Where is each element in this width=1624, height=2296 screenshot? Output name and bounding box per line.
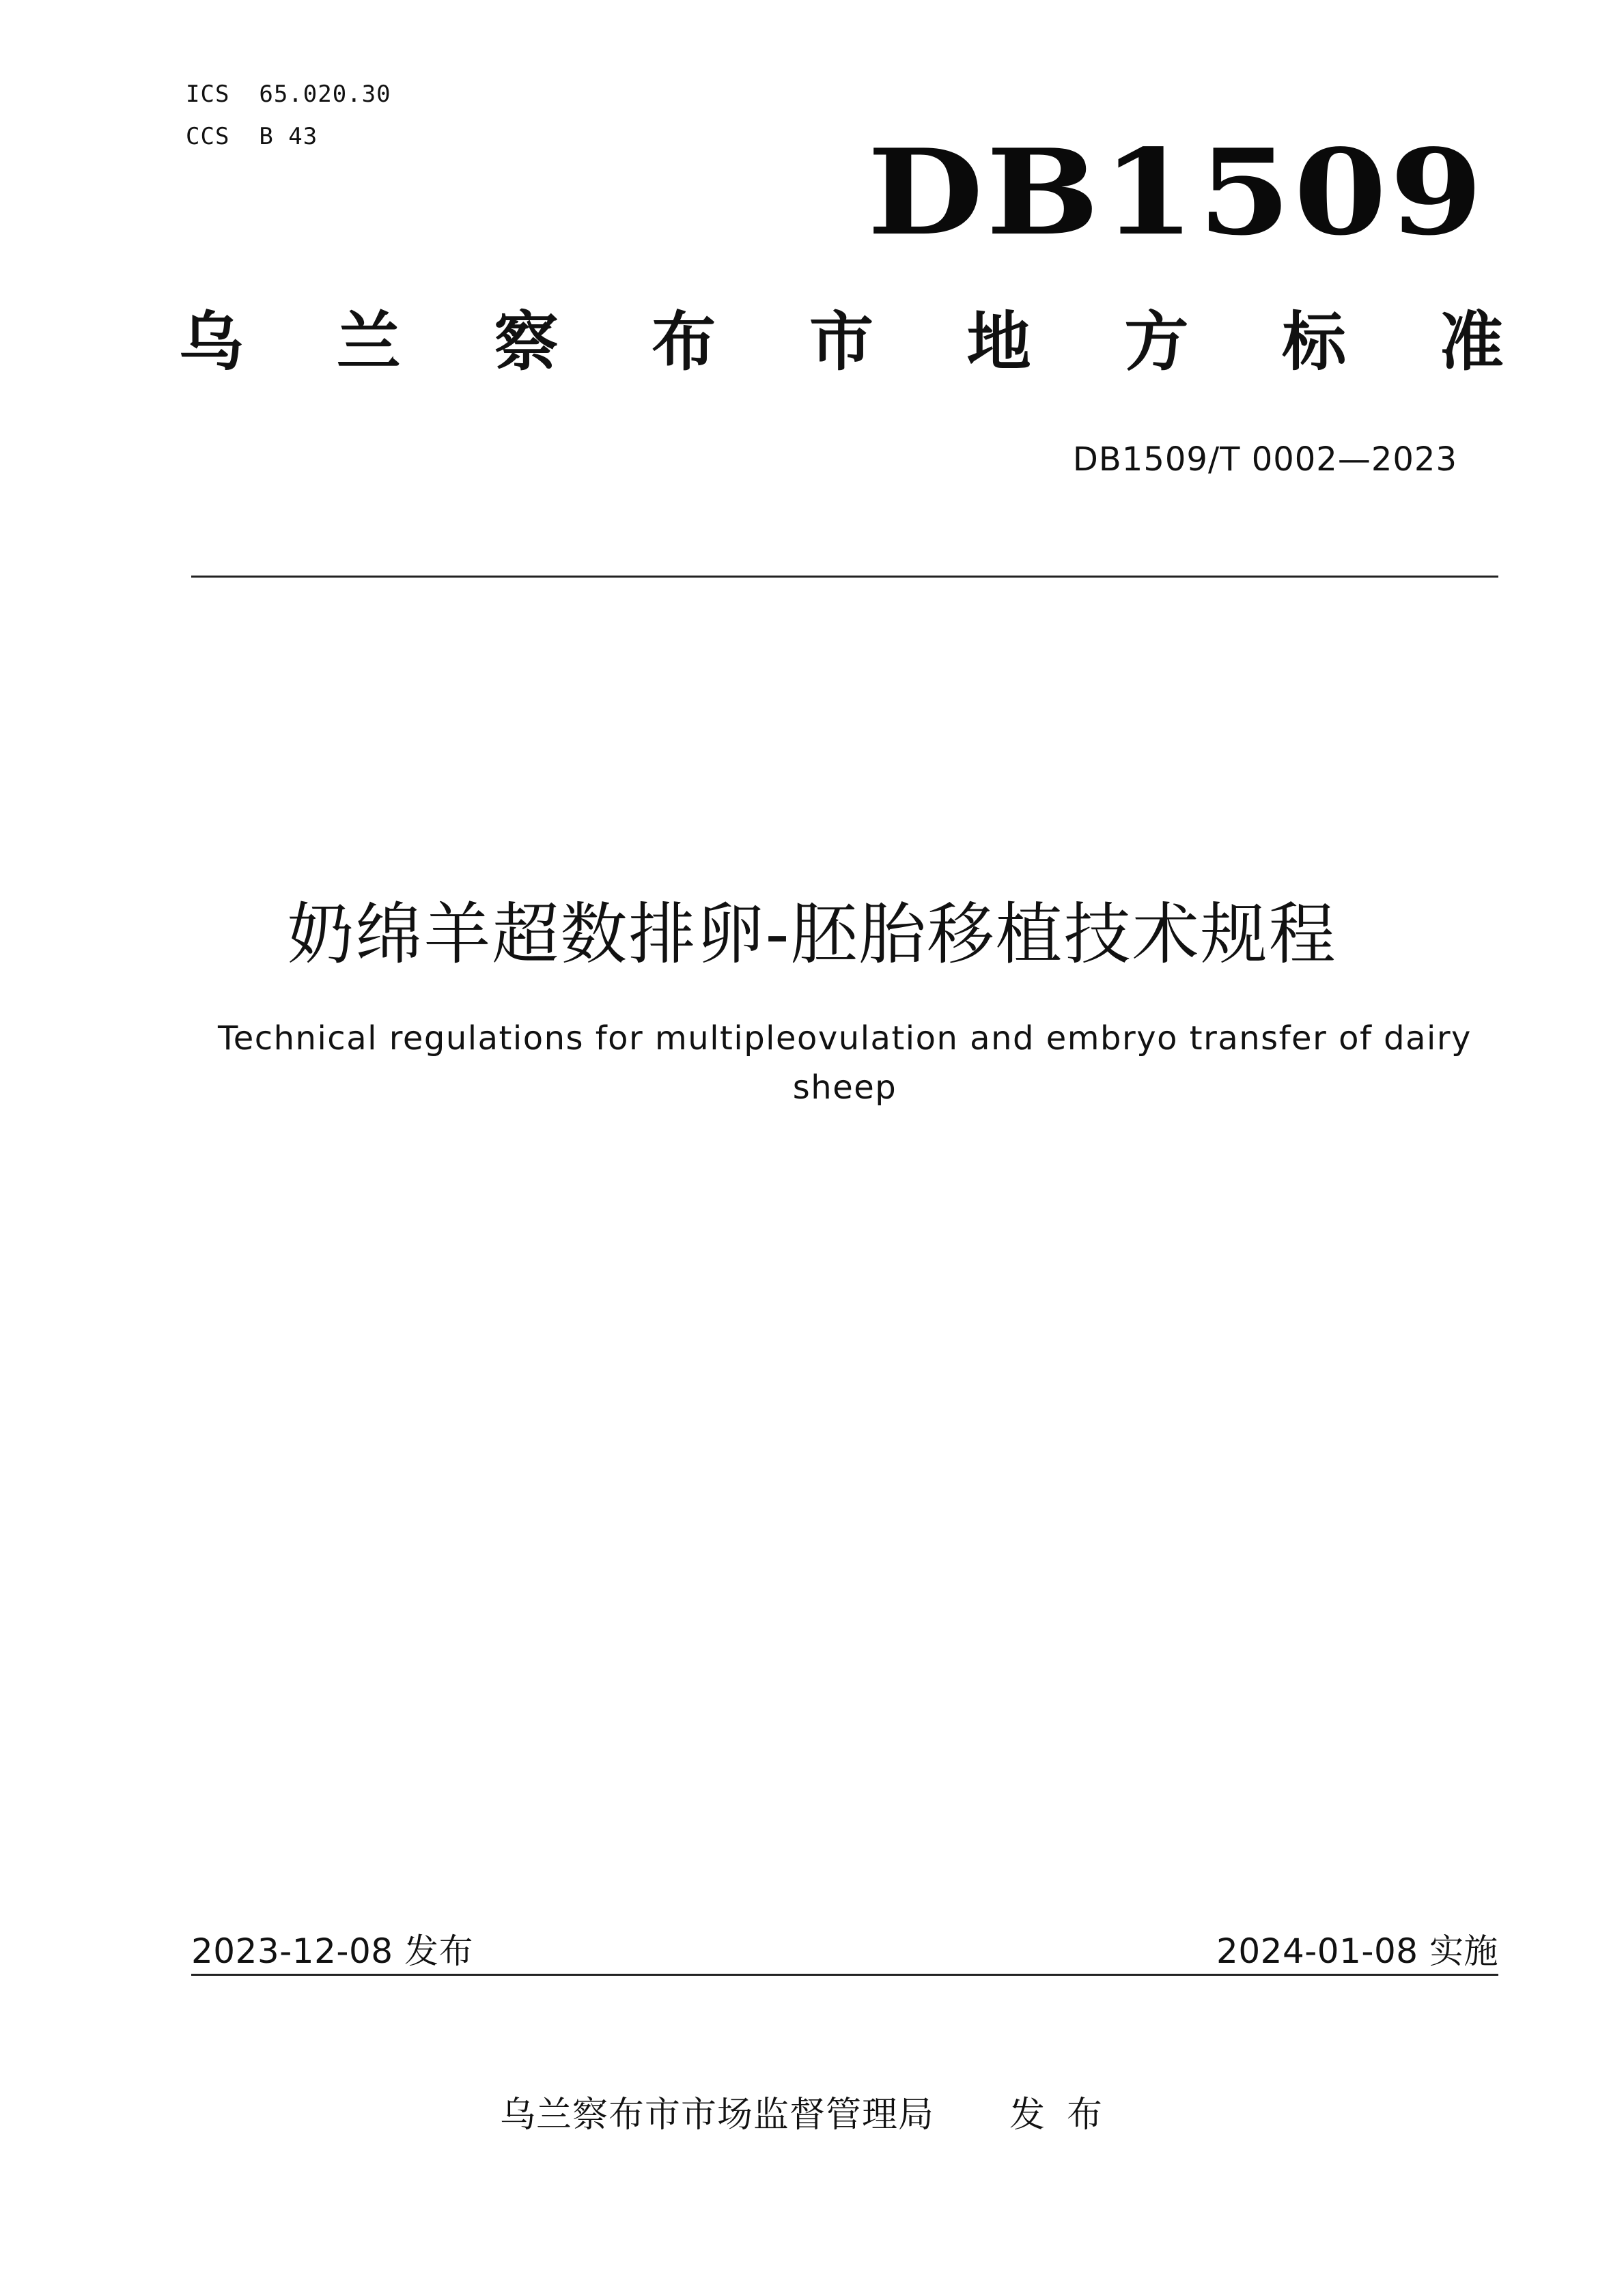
standard-type-char: 布: [652, 305, 716, 380]
issue-date: 2023-12-08 发布: [191, 1931, 473, 1971]
publish-label: 发布: [1009, 2095, 1125, 2136]
publisher-line: [0, 2086, 1624, 2137]
document-title-english: Technical regulations for multipleovulation and embryo transfer of dairy sheep: [218, 1019, 1472, 1107]
standard-type-char: 标: [1282, 305, 1347, 380]
standard-type-char: 乌: [179, 305, 244, 380]
standard-number: DB1509/T 0002—2023: [1072, 440, 1457, 479]
standard-logo-code: DB1509: [867, 124, 1486, 262]
ccs-code: CCS B 43: [186, 123, 318, 150]
standard-type-char: 方: [1124, 305, 1189, 380]
bottom-divider: [191, 1974, 1498, 1976]
standard-type-char: 察: [494, 305, 559, 380]
standard-type-heading: [179, 305, 1504, 380]
effective-date: 2024-01-08 实施: [1216, 1931, 1498, 1971]
standard-type-char: 地: [966, 305, 1031, 380]
publisher-name: 乌兰察布市市场监督管理局: [499, 2095, 934, 2136]
top-divider: [191, 576, 1498, 578]
standard-type-char: 准: [1439, 305, 1504, 380]
standard-type-char: 市: [809, 305, 873, 380]
document-title-chinese: 奶绵羊超数排卵-胚胎移植技术规程: [287, 896, 1337, 974]
ics-code: ICS 65.020.30: [186, 81, 391, 108]
standard-type-char: 兰: [336, 305, 401, 380]
